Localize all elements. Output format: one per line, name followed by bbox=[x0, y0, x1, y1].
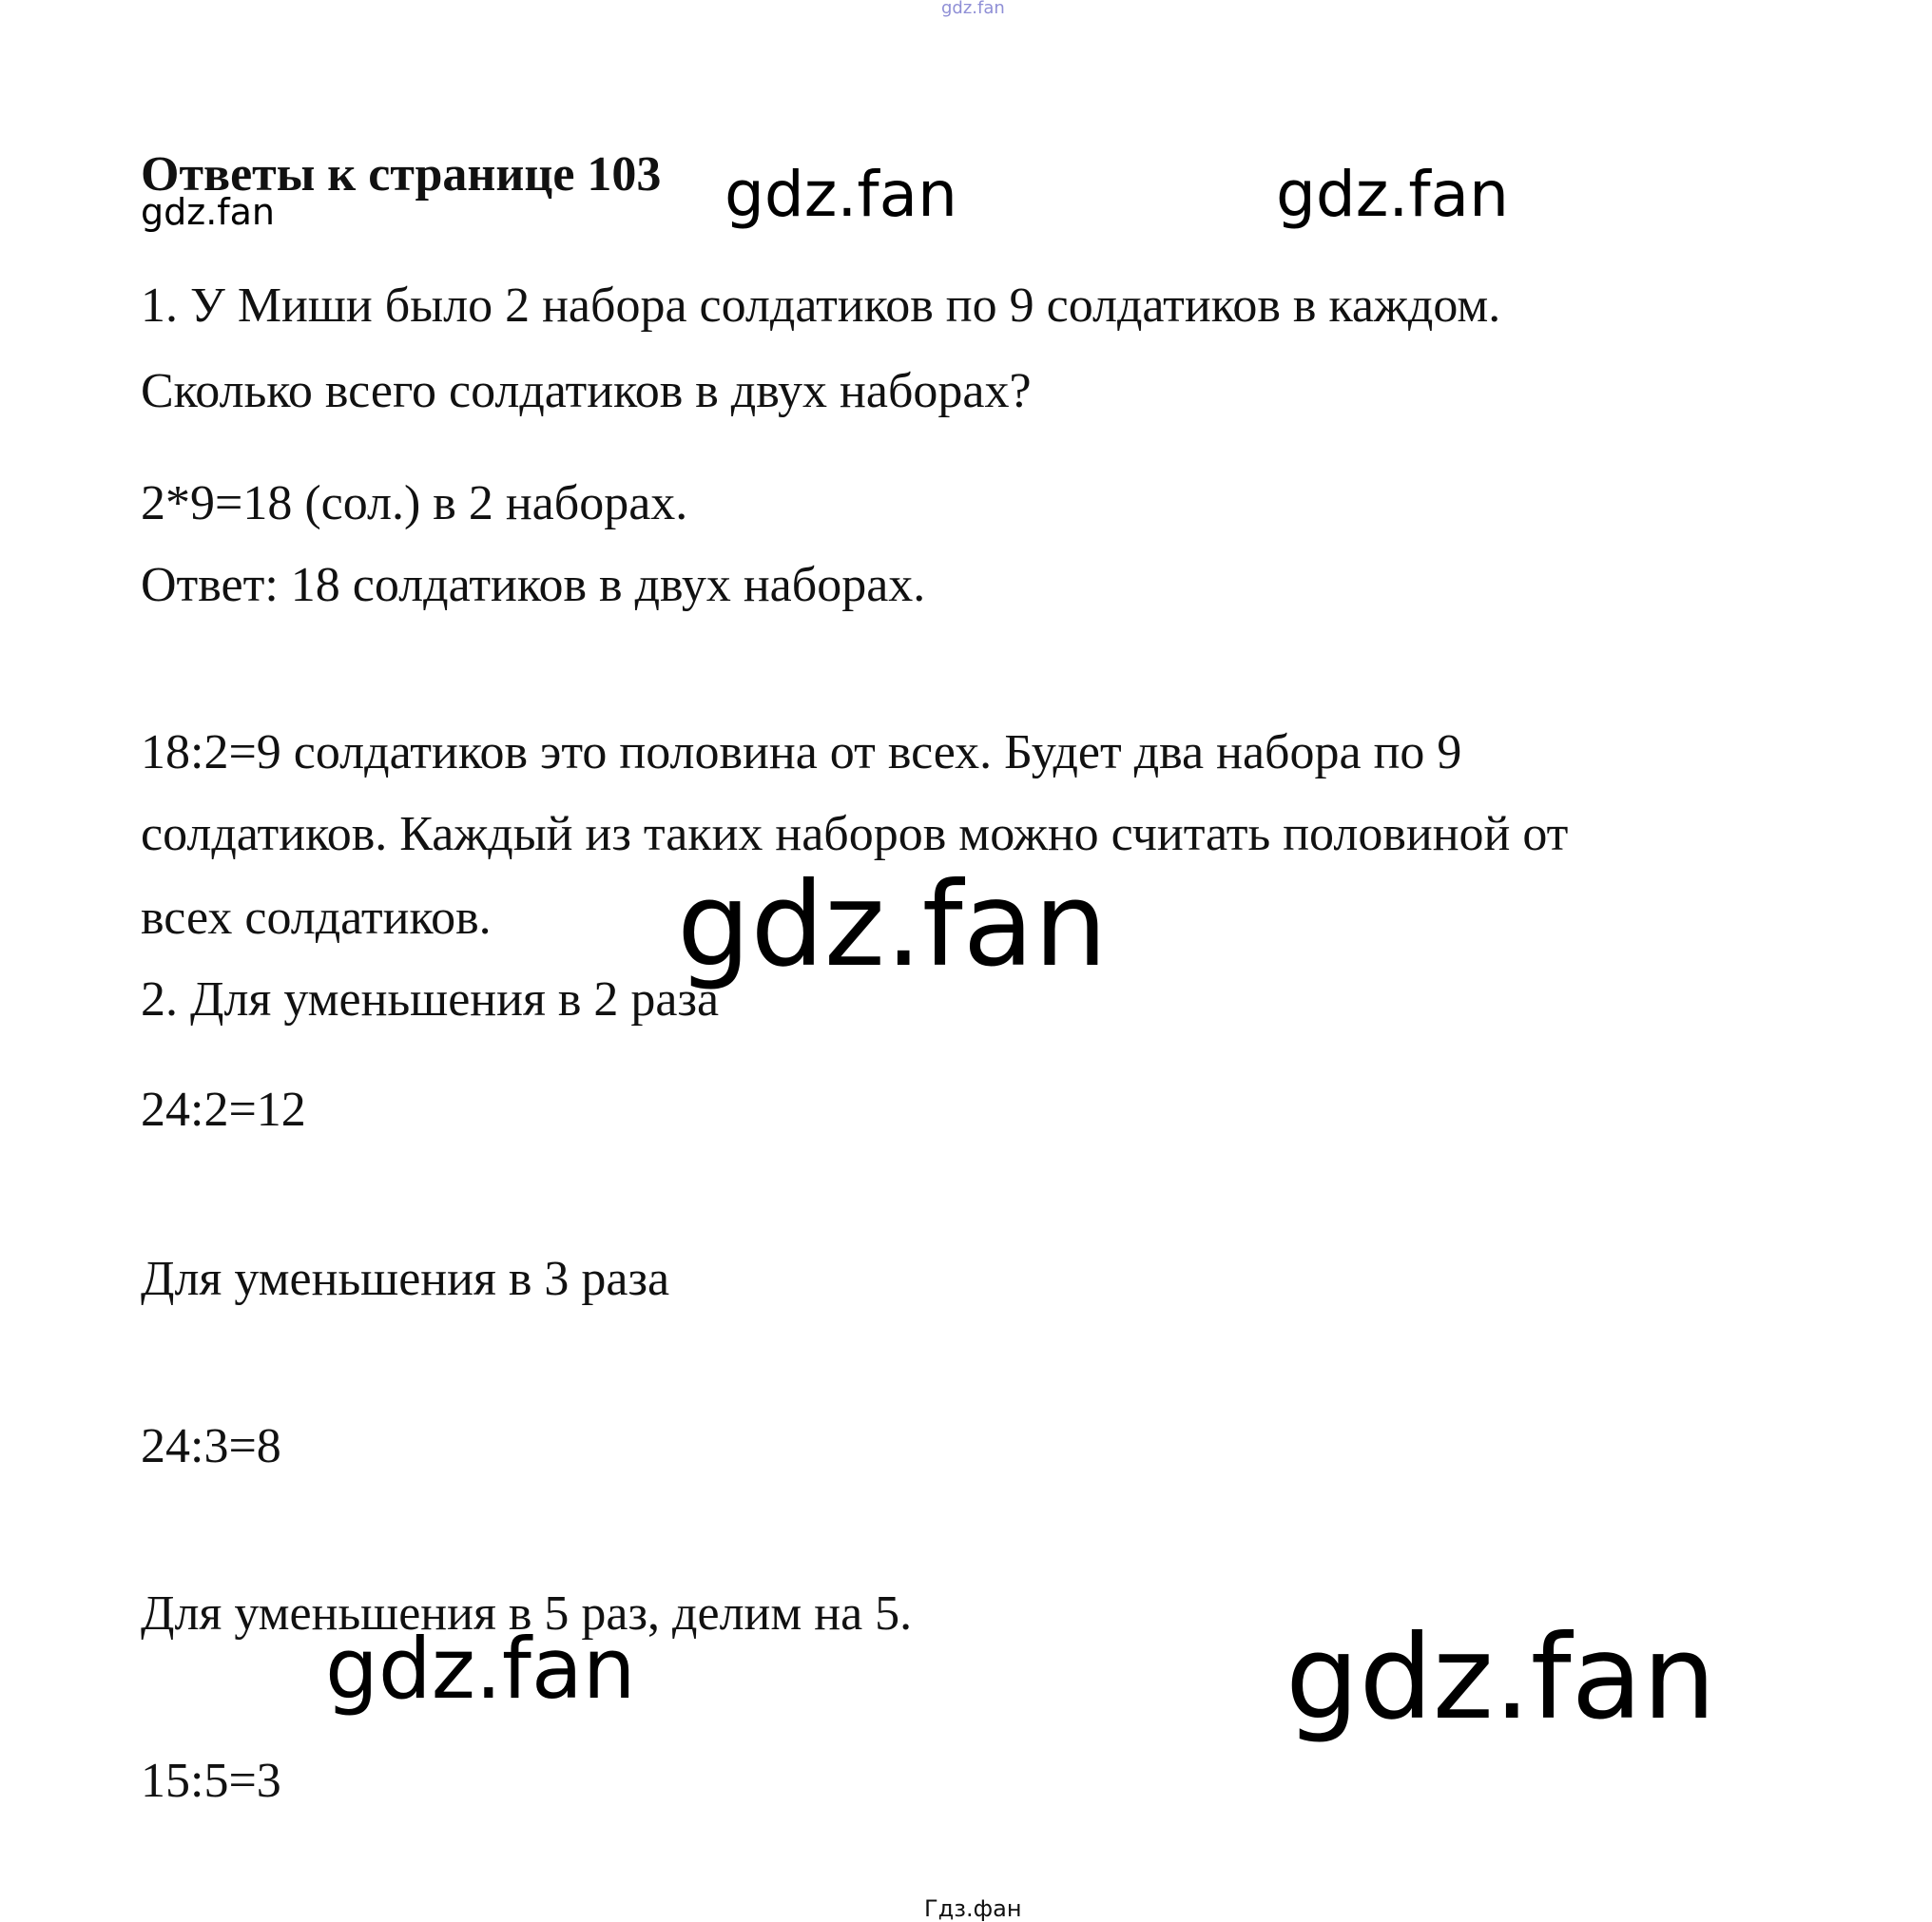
text-line-3: 2*9=18 (сол.) в 2 наборах. bbox=[141, 476, 688, 530]
text-line-11: 24:3=8 bbox=[141, 1419, 281, 1473]
watermark-header-left: gdz.fan bbox=[141, 191, 276, 233]
page-footer: Гдз.фан bbox=[924, 1895, 1022, 1922]
watermark-bottom-right: gdz.fan bbox=[1285, 1610, 1716, 1745]
text-line-9: 24:2=12 bbox=[141, 1083, 306, 1137]
text-line-12: Для уменьшения в 5 раз, делим на 5. bbox=[141, 1586, 913, 1641]
text-line-4: Ответ: 18 солдатиков в двух наборах. bbox=[141, 558, 926, 612]
text-line-5: 18:2=9 солдатиков это половина от всех. Будет два набора по 9 bbox=[141, 725, 1462, 779]
text-line-6: солдатиков. Каждый из таких наборов можно считать половиной от bbox=[141, 807, 1569, 861]
watermark-header-right: gdz.fan bbox=[1276, 158, 1509, 231]
text-line-1: 1. У Миши было 2 набора солдатиков по 9 солдатиков в каждом. bbox=[141, 279, 1501, 333]
watermark-bottom-left: gdz.fan bbox=[325, 1620, 636, 1718]
text-line-13: 15:5=3 bbox=[141, 1754, 281, 1808]
page-heading: Ответы к странице 103 bbox=[141, 147, 662, 202]
text-line-8: 2. Для уменьшения в 2 раза bbox=[141, 972, 720, 1027]
text-line-2: Сколько всего солдатиков в двух наборах? bbox=[141, 364, 1032, 418]
text-line-7: всех солдатиков. bbox=[141, 891, 492, 945]
watermark-header-mid: gdz.fan bbox=[724, 158, 957, 231]
watermark-top: gdz.fan bbox=[941, 0, 1005, 18]
watermark-center: gdz.fan bbox=[677, 857, 1108, 992]
text-line-10: Для уменьшения в 3 раза bbox=[141, 1252, 670, 1306]
